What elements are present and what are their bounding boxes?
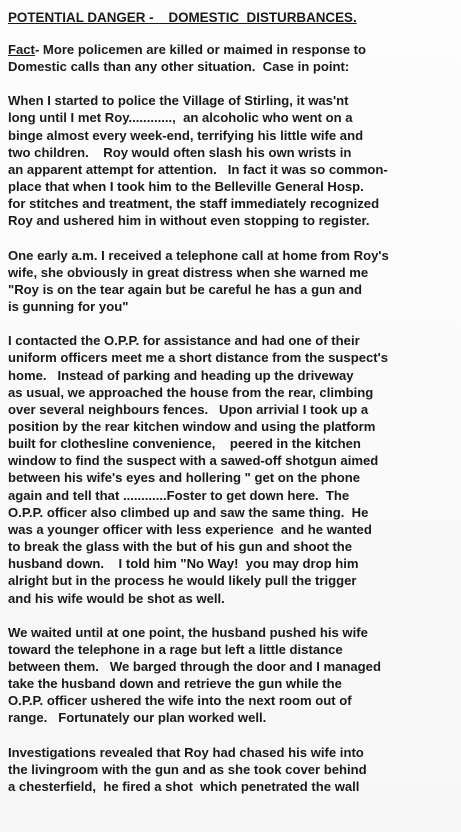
text-line: as usual, we approached the house from the rear, climbing [8,384,374,400]
text-line: "Roy is on the tear again but be careful he has a gun and [8,281,362,297]
fact-line-2: Domestic calls than any other situation. Case in point: [8,59,350,75]
body-paragraph [8,744,455,795]
text-line: was a younger officer with less experience and he wanted [8,521,372,537]
text-line: between them. We barged through the door and I managed [8,659,381,674]
text-line: range. Fortunately our plan worked well. [8,710,267,726]
text-line: an apparent attempt for attention. In fact it was so common- [8,161,388,177]
text-line: wife, she obviously in great distress when she warned me [8,264,369,280]
document-title: POTENTIAL DANGER - DOMESTIC DISTURBANCES. [8,10,357,25]
text-line: Investigations revealed that Roy had chased his wife into [8,744,364,760]
body-paragraph [8,332,455,607]
text-line: toward the telephone in a rage but left a little distance [8,641,343,657]
text-line: long until I met Roy............, an alcoholic who went on a [8,110,353,126]
text-line: place that when I took him to the Belleville General Hosp. [8,179,364,195]
text-line: home. Instead of parking and heading up the driveway [8,367,354,383]
text-line: position by the rear kitchen window and using the platform [8,418,376,434]
text-line: to break the glass with the but of his gun and shoot the [8,539,353,555]
text-line: O.P.P. officer also climbed up and saw the same thing. He [8,504,369,520]
text-line: husband down. I told him "No Way! you may drop him [8,556,359,572]
text-line: We waited until at one point, the husband pushed his wife [8,624,368,640]
text-line: again and tell that ............Foster to get down here. The [8,487,350,503]
text-line: binge almost every week-end, terrifying his little wife and [8,127,364,143]
text-line: take the husband down and retrieve the gun while the [8,676,342,692]
body-paragraph [8,247,455,316]
text-line: I contacted the O.P.P. for assistance and had one of their [8,333,360,349]
text-line: is gunning for you" [8,299,129,315]
text-line: When I started to police the Village of Stirling, it was'nt [8,93,349,109]
fact-line-1 [8,41,455,58]
text-line: alright but in the process he would likely pull the trigger [8,573,357,589]
body-paragraph [8,624,455,727]
fact-text: - More policemen are killed or maimed in response to [34,42,367,57]
text-line: window to find the suspect with a sawed-off shotgun aimed [8,453,379,469]
text-line: and his wife would be shot as well. [8,590,225,606]
text-line: between his wife's eyes and hollering " get on the phone [8,470,360,486]
text-line: the livingroom with the gun and as she took cover behind [8,761,367,777]
text-line: over several neighbours fences. Upon arrivial I took up a [8,401,369,417]
text-line: a chesterfield, he fired a shot which penetrated the wall [8,778,360,794]
text-line: One early a.m. I received a telephone call at home from Roy's [8,247,389,263]
fact-paragraph [8,41,455,75]
text-line: built for clothesline convenience, peered in the kitchen [8,436,361,452]
text-line: Roy and ushered him in without even stopping to register. [8,213,370,229]
text-line: for stitches and treatment, the staff immediately recognized [8,196,380,212]
text-line: O.P.P. officer ushered the wife into the next room out of [8,693,352,709]
fact-label: Fact [8,42,35,57]
body-paragraph [8,92,455,229]
text-line: uniform officers meet me a short distance from the suspect's [8,350,389,366]
body-paragraphs [8,92,455,795]
text-line: two children. Roy would often slash his own wrists in [8,144,352,160]
